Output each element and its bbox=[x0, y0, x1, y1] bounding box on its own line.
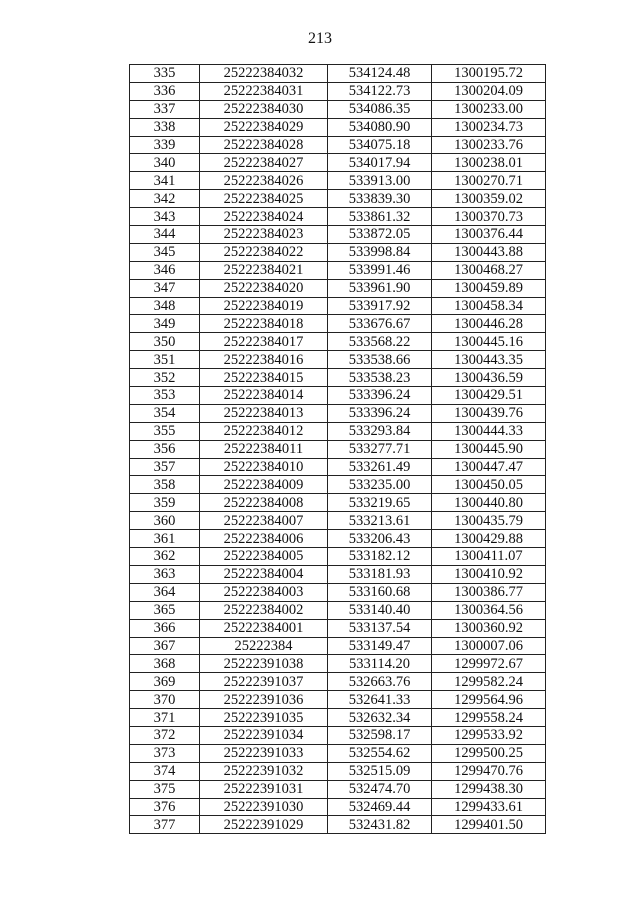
table-row bbox=[130, 816, 546, 834]
row-index-cell: 362 bbox=[130, 548, 200, 566]
point-id-cell: 25222391038 bbox=[200, 655, 328, 673]
row-index-cell: 347 bbox=[130, 279, 200, 297]
row-index-cell: 350 bbox=[130, 333, 200, 351]
table-row bbox=[130, 82, 546, 100]
row-index-cell: 368 bbox=[130, 655, 200, 673]
x-coordinate-cell: 533839.30 bbox=[328, 190, 432, 208]
y-coordinate-cell: 1300429.51 bbox=[432, 387, 546, 405]
point-id-cell: 25222384012 bbox=[200, 422, 328, 440]
y-coordinate-cell: 1300238.01 bbox=[432, 154, 546, 172]
point-id-cell: 25222384002 bbox=[200, 601, 328, 619]
row-index-cell: 367 bbox=[130, 637, 200, 655]
table-row bbox=[130, 673, 546, 691]
y-coordinate-cell: 1300359.02 bbox=[432, 190, 546, 208]
point-id-cell: 25222391033 bbox=[200, 744, 328, 762]
y-coordinate-cell: 1300360.92 bbox=[432, 619, 546, 637]
table-row bbox=[130, 315, 546, 333]
y-coordinate-cell: 1300445.90 bbox=[432, 440, 546, 458]
table-row bbox=[130, 154, 546, 172]
x-coordinate-cell: 533137.54 bbox=[328, 619, 432, 637]
point-id-cell: 25222384004 bbox=[200, 565, 328, 583]
table-row bbox=[130, 709, 546, 727]
point-id-cell: 25222391035 bbox=[200, 709, 328, 727]
point-id-cell: 25222384025 bbox=[200, 190, 328, 208]
row-index-cell: 340 bbox=[130, 154, 200, 172]
x-coordinate-cell: 532632.34 bbox=[328, 709, 432, 727]
row-index-cell: 377 bbox=[130, 816, 200, 834]
x-coordinate-cell: 532641.33 bbox=[328, 691, 432, 709]
point-id-cell: 25222391031 bbox=[200, 780, 328, 798]
table-row bbox=[130, 136, 546, 154]
x-coordinate-cell: 533277.71 bbox=[328, 440, 432, 458]
y-coordinate-cell: 1300435.79 bbox=[432, 512, 546, 530]
row-index-cell: 363 bbox=[130, 565, 200, 583]
point-id-cell: 25222384019 bbox=[200, 297, 328, 315]
x-coordinate-cell: 532469.44 bbox=[328, 798, 432, 816]
x-coordinate-cell: 533261.49 bbox=[328, 458, 432, 476]
table-row bbox=[130, 440, 546, 458]
row-index-cell: 337 bbox=[130, 100, 200, 118]
x-coordinate-cell: 533219.65 bbox=[328, 494, 432, 512]
table-row bbox=[130, 369, 546, 387]
y-coordinate-cell: 1300386.77 bbox=[432, 583, 546, 601]
x-coordinate-cell: 533293.84 bbox=[328, 422, 432, 440]
x-coordinate-cell: 534075.18 bbox=[328, 136, 432, 154]
table-row bbox=[130, 226, 546, 244]
point-id-cell: 25222391029 bbox=[200, 816, 328, 834]
row-index-cell: 339 bbox=[130, 136, 200, 154]
table-row bbox=[130, 404, 546, 422]
table-row bbox=[130, 637, 546, 655]
page-number: 213 bbox=[308, 30, 332, 47]
y-coordinate-cell: 1300444.33 bbox=[432, 422, 546, 440]
y-coordinate-cell: 1300370.73 bbox=[432, 208, 546, 226]
table-row bbox=[130, 494, 546, 512]
table-row bbox=[130, 190, 546, 208]
y-coordinate-cell: 1300468.27 bbox=[432, 261, 546, 279]
table-row bbox=[130, 512, 546, 530]
x-coordinate-cell: 533991.46 bbox=[328, 261, 432, 279]
point-id-cell: 25222391030 bbox=[200, 798, 328, 816]
x-coordinate-cell: 533235.00 bbox=[328, 476, 432, 494]
x-coordinate-cell: 533917.92 bbox=[328, 297, 432, 315]
point-id-cell: 25222384032 bbox=[200, 65, 328, 83]
y-coordinate-cell: 1300440.80 bbox=[432, 494, 546, 512]
point-id-cell: 25222391032 bbox=[200, 762, 328, 780]
point-id-cell: 25222384016 bbox=[200, 351, 328, 369]
x-coordinate-cell: 533872.05 bbox=[328, 226, 432, 244]
point-id-cell: 25222384010 bbox=[200, 458, 328, 476]
x-coordinate-cell: 534086.35 bbox=[328, 100, 432, 118]
row-index-cell: 354 bbox=[130, 404, 200, 422]
row-index-cell: 342 bbox=[130, 190, 200, 208]
table-row bbox=[130, 530, 546, 548]
table-row bbox=[130, 619, 546, 637]
y-coordinate-cell: 1300410.92 bbox=[432, 565, 546, 583]
x-coordinate-cell: 534124.48 bbox=[328, 65, 432, 83]
y-coordinate-cell: 1300445.16 bbox=[432, 333, 546, 351]
row-index-cell: 376 bbox=[130, 798, 200, 816]
row-index-cell: 353 bbox=[130, 387, 200, 405]
point-id-cell: 25222384015 bbox=[200, 369, 328, 387]
row-index-cell: 345 bbox=[130, 243, 200, 261]
y-coordinate-cell: 1300233.76 bbox=[432, 136, 546, 154]
y-coordinate-cell: 1299582.24 bbox=[432, 673, 546, 691]
y-coordinate-cell: 1300234.73 bbox=[432, 118, 546, 136]
point-id-cell: 25222384014 bbox=[200, 387, 328, 405]
table-row bbox=[130, 476, 546, 494]
y-coordinate-cell: 1300459.89 bbox=[432, 279, 546, 297]
row-index-cell: 366 bbox=[130, 619, 200, 637]
point-id-cell: 25222384023 bbox=[200, 226, 328, 244]
table-row bbox=[130, 726, 546, 744]
row-index-cell: 346 bbox=[130, 261, 200, 279]
y-coordinate-cell: 1300204.09 bbox=[432, 82, 546, 100]
x-coordinate-cell: 533913.00 bbox=[328, 172, 432, 190]
x-coordinate-cell: 533140.40 bbox=[328, 601, 432, 619]
row-index-cell: 355 bbox=[130, 422, 200, 440]
x-coordinate-cell: 533160.68 bbox=[328, 583, 432, 601]
x-coordinate-cell: 533861.32 bbox=[328, 208, 432, 226]
x-coordinate-cell: 532554.62 bbox=[328, 744, 432, 762]
row-index-cell: 357 bbox=[130, 458, 200, 476]
row-index-cell: 375 bbox=[130, 780, 200, 798]
row-index-cell: 338 bbox=[130, 118, 200, 136]
x-coordinate-cell: 532515.09 bbox=[328, 762, 432, 780]
x-coordinate-cell: 534122.73 bbox=[328, 82, 432, 100]
y-coordinate-cell: 1300450.05 bbox=[432, 476, 546, 494]
table-row bbox=[130, 565, 546, 583]
row-index-cell: 352 bbox=[130, 369, 200, 387]
row-index-cell: 373 bbox=[130, 744, 200, 762]
y-coordinate-cell: 1299558.24 bbox=[432, 709, 546, 727]
table-row bbox=[130, 583, 546, 601]
y-coordinate-cell: 1300411.07 bbox=[432, 548, 546, 566]
point-id-cell: 25222384024 bbox=[200, 208, 328, 226]
x-coordinate-cell: 532663.76 bbox=[328, 673, 432, 691]
point-id-cell: 25222384007 bbox=[200, 512, 328, 530]
x-coordinate-cell: 533396.24 bbox=[328, 404, 432, 422]
x-coordinate-cell: 532474.70 bbox=[328, 780, 432, 798]
row-index-cell: 343 bbox=[130, 208, 200, 226]
point-id-cell: 25222384013 bbox=[200, 404, 328, 422]
x-coordinate-cell: 533149.47 bbox=[328, 637, 432, 655]
table-row bbox=[130, 208, 546, 226]
table-row bbox=[130, 691, 546, 709]
row-index-cell: 336 bbox=[130, 82, 200, 100]
row-index-cell: 348 bbox=[130, 297, 200, 315]
y-coordinate-cell: 1299564.96 bbox=[432, 691, 546, 709]
table-row bbox=[130, 172, 546, 190]
table-row bbox=[130, 601, 546, 619]
y-coordinate-cell: 1300195.72 bbox=[432, 65, 546, 83]
x-coordinate-cell: 533206.43 bbox=[328, 530, 432, 548]
row-index-cell: 341 bbox=[130, 172, 200, 190]
x-coordinate-cell: 534017.94 bbox=[328, 154, 432, 172]
y-coordinate-cell: 1299972.67 bbox=[432, 655, 546, 673]
x-coordinate-cell: 533181.93 bbox=[328, 565, 432, 583]
table-row bbox=[130, 548, 546, 566]
table-row bbox=[130, 243, 546, 261]
table-row bbox=[130, 798, 546, 816]
point-id-cell: 25222384008 bbox=[200, 494, 328, 512]
table-body bbox=[130, 65, 546, 834]
row-index-cell: 364 bbox=[130, 583, 200, 601]
y-coordinate-cell: 1300443.88 bbox=[432, 243, 546, 261]
point-id-cell: 25222384 bbox=[200, 637, 328, 655]
table-row bbox=[130, 458, 546, 476]
row-index-cell: 370 bbox=[130, 691, 200, 709]
y-coordinate-cell: 1300458.34 bbox=[432, 297, 546, 315]
row-index-cell: 374 bbox=[130, 762, 200, 780]
point-id-cell: 25222384005 bbox=[200, 548, 328, 566]
point-id-cell: 25222384006 bbox=[200, 530, 328, 548]
x-coordinate-cell: 533961.90 bbox=[328, 279, 432, 297]
row-index-cell: 356 bbox=[130, 440, 200, 458]
y-coordinate-cell: 1300364.56 bbox=[432, 601, 546, 619]
x-coordinate-cell: 533396.24 bbox=[328, 387, 432, 405]
point-id-cell: 25222384027 bbox=[200, 154, 328, 172]
row-index-cell: 369 bbox=[130, 673, 200, 691]
x-coordinate-cell: 532431.82 bbox=[328, 816, 432, 834]
y-coordinate-cell: 1299500.25 bbox=[432, 744, 546, 762]
point-id-cell: 25222384029 bbox=[200, 118, 328, 136]
point-id-cell: 25222384026 bbox=[200, 172, 328, 190]
point-id-cell: 25222384003 bbox=[200, 583, 328, 601]
point-id-cell: 25222391037 bbox=[200, 673, 328, 691]
y-coordinate-cell: 1299401.50 bbox=[432, 816, 546, 834]
y-coordinate-cell: 1300233.00 bbox=[432, 100, 546, 118]
row-index-cell: 358 bbox=[130, 476, 200, 494]
table-row bbox=[130, 762, 546, 780]
x-coordinate-cell: 533538.66 bbox=[328, 351, 432, 369]
y-coordinate-cell: 1300447.47 bbox=[432, 458, 546, 476]
y-coordinate-cell: 1300439.76 bbox=[432, 404, 546, 422]
table-row bbox=[130, 65, 546, 83]
point-id-cell: 25222384017 bbox=[200, 333, 328, 351]
point-id-cell: 25222384018 bbox=[200, 315, 328, 333]
point-id-cell: 25222384020 bbox=[200, 279, 328, 297]
point-id-cell: 25222391034 bbox=[200, 726, 328, 744]
table-row bbox=[130, 297, 546, 315]
x-coordinate-cell: 533998.84 bbox=[328, 243, 432, 261]
row-index-cell: 361 bbox=[130, 530, 200, 548]
y-coordinate-cell: 1299438.30 bbox=[432, 780, 546, 798]
point-id-cell: 25222384030 bbox=[200, 100, 328, 118]
x-coordinate-cell: 534080.90 bbox=[328, 118, 432, 136]
row-index-cell: 372 bbox=[130, 726, 200, 744]
x-coordinate-cell: 533213.61 bbox=[328, 512, 432, 530]
table-row bbox=[130, 780, 546, 798]
row-index-cell: 359 bbox=[130, 494, 200, 512]
row-index-cell: 349 bbox=[130, 315, 200, 333]
point-id-cell: 25222384011 bbox=[200, 440, 328, 458]
point-id-cell: 25222384009 bbox=[200, 476, 328, 494]
table-row bbox=[130, 100, 546, 118]
x-coordinate-cell: 533538.23 bbox=[328, 369, 432, 387]
y-coordinate-cell: 1300007.06 bbox=[432, 637, 546, 655]
y-coordinate-cell: 1300443.35 bbox=[432, 351, 546, 369]
table-row bbox=[130, 744, 546, 762]
row-index-cell: 351 bbox=[130, 351, 200, 369]
table-row bbox=[130, 279, 546, 297]
y-coordinate-cell: 1299533.92 bbox=[432, 726, 546, 744]
row-index-cell: 344 bbox=[130, 226, 200, 244]
table-row bbox=[130, 351, 546, 369]
point-id-cell: 25222384028 bbox=[200, 136, 328, 154]
table-row bbox=[130, 118, 546, 136]
table-row bbox=[130, 655, 546, 673]
y-coordinate-cell: 1300429.88 bbox=[432, 530, 546, 548]
y-coordinate-cell: 1299470.76 bbox=[432, 762, 546, 780]
point-id-cell: 25222384021 bbox=[200, 261, 328, 279]
point-id-cell: 25222384022 bbox=[200, 243, 328, 261]
y-coordinate-cell: 1300436.59 bbox=[432, 369, 546, 387]
x-coordinate-cell: 532598.17 bbox=[328, 726, 432, 744]
y-coordinate-cell: 1300446.28 bbox=[432, 315, 546, 333]
x-coordinate-cell: 533114.20 bbox=[328, 655, 432, 673]
x-coordinate-cell: 533676.67 bbox=[328, 315, 432, 333]
row-index-cell: 371 bbox=[130, 709, 200, 727]
row-index-cell: 360 bbox=[130, 512, 200, 530]
y-coordinate-cell: 1299433.61 bbox=[432, 798, 546, 816]
table-row bbox=[130, 333, 546, 351]
y-coordinate-cell: 1300376.44 bbox=[432, 226, 546, 244]
x-coordinate-cell: 533568.22 bbox=[328, 333, 432, 351]
row-index-cell: 335 bbox=[130, 65, 200, 83]
table-row bbox=[130, 387, 546, 405]
y-coordinate-cell: 1300270.71 bbox=[432, 172, 546, 190]
table-row bbox=[130, 422, 546, 440]
coordinates-table bbox=[129, 64, 546, 834]
point-id-cell: 25222384001 bbox=[200, 619, 328, 637]
row-index-cell: 365 bbox=[130, 601, 200, 619]
table-row bbox=[130, 261, 546, 279]
point-id-cell: 25222391036 bbox=[200, 691, 328, 709]
x-coordinate-cell: 533182.12 bbox=[328, 548, 432, 566]
point-id-cell: 25222384031 bbox=[200, 82, 328, 100]
